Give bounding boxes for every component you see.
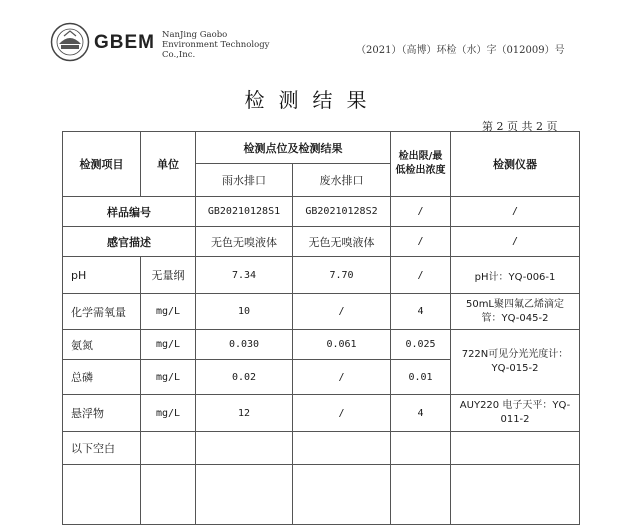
result-point-2: / bbox=[293, 360, 391, 395]
company-line: Co.,Inc. bbox=[162, 50, 196, 60]
empty-cell bbox=[141, 465, 196, 525]
sample-id-limit: / bbox=[391, 197, 451, 227]
header-point-1: 雨水排口 bbox=[196, 164, 293, 197]
instrument: 50mL聚四氟乙烯滴定管：YQ-045-2 bbox=[451, 294, 580, 330]
item-unit: mg/L bbox=[141, 330, 196, 360]
result-point-2: 0.061 bbox=[293, 330, 391, 360]
result-point-2: / bbox=[293, 294, 391, 330]
header-limit: 检出限/最低检出浓度 bbox=[391, 132, 451, 197]
results-table bbox=[62, 131, 580, 525]
company-seal-logo bbox=[50, 22, 90, 62]
sensory-label: 感官描述 bbox=[63, 227, 196, 257]
result-point-1: 0.030 bbox=[196, 330, 293, 360]
header-item: 检测项目 bbox=[63, 132, 141, 197]
document-number: （2021）（高博）环检（水）字（012009）号 bbox=[356, 45, 565, 56]
sample-id-point-1: GB20210128S1 bbox=[196, 197, 293, 227]
empty-cell bbox=[196, 465, 293, 525]
sample-id-instrument: / bbox=[451, 197, 580, 227]
header-points-group: 检测点位及检测结果 bbox=[196, 132, 391, 164]
result-point-2: / bbox=[293, 395, 391, 432]
table-row bbox=[63, 432, 580, 465]
instrument: AUY220 电子天平：YQ-011-2 bbox=[451, 395, 580, 432]
item-unit: 无量纲 bbox=[141, 257, 196, 294]
detection-limit: 0.025 bbox=[391, 330, 451, 360]
table-row bbox=[63, 227, 580, 257]
empty-cell bbox=[293, 432, 391, 465]
detection-limit: 4 bbox=[391, 294, 451, 330]
instrument: pH计：YQ-006-1 bbox=[451, 257, 580, 294]
instrument: 722N可见分光光度计：YQ-015-2 bbox=[451, 330, 580, 395]
empty-cell bbox=[391, 432, 451, 465]
result-point-2: 7.70 bbox=[293, 257, 391, 294]
company-line: NanJing Gaobo bbox=[162, 30, 228, 40]
sensory-instrument: / bbox=[451, 227, 580, 257]
item-name: 总磷 bbox=[63, 360, 141, 395]
result-point-1: 0.02 bbox=[196, 360, 293, 395]
item-unit: mg/L bbox=[141, 395, 196, 432]
page-number: 第 2 页 共 2 页 bbox=[482, 120, 558, 133]
table-row bbox=[63, 330, 580, 360]
item-name: 化学需氧量 bbox=[63, 294, 141, 330]
sample-id-label: 样品编号 bbox=[63, 197, 196, 227]
empty-cell bbox=[451, 465, 580, 525]
header-unit: 单位 bbox=[141, 132, 196, 197]
result-point-1: 12 bbox=[196, 395, 293, 432]
empty-cell bbox=[391, 465, 451, 525]
item-unit: mg/L bbox=[141, 294, 196, 330]
empty-cell bbox=[141, 432, 196, 465]
detection-limit: / bbox=[391, 257, 451, 294]
table-row bbox=[63, 197, 580, 227]
item-unit: mg/L bbox=[141, 360, 196, 395]
table-row bbox=[63, 294, 580, 330]
brand-name: GBEM bbox=[94, 32, 155, 53]
empty-cell bbox=[293, 465, 391, 525]
header-instrument: 检测仪器 bbox=[451, 132, 580, 197]
table-header-row bbox=[63, 132, 580, 164]
company-line: Environment Technology bbox=[162, 40, 270, 50]
item-name: 氨氮 bbox=[63, 330, 141, 360]
table-row bbox=[63, 257, 580, 294]
company-name bbox=[162, 30, 269, 60]
sample-id-point-2: GB20210128S2 bbox=[293, 197, 391, 227]
sensory-limit: / bbox=[391, 227, 451, 257]
empty-cell bbox=[196, 432, 293, 465]
result-point-1: 7.34 bbox=[196, 257, 293, 294]
item-name: pH bbox=[63, 257, 141, 294]
table-row-empty bbox=[63, 465, 580, 525]
empty-cell bbox=[63, 465, 141, 525]
blank-below-label: 以下空白 bbox=[63, 432, 141, 465]
sensory-point-2: 无色无嗅液体 bbox=[293, 227, 391, 257]
empty-cell bbox=[451, 432, 580, 465]
sensory-point-1: 无色无嗅液体 bbox=[196, 227, 293, 257]
item-name: 悬浮物 bbox=[63, 395, 141, 432]
detection-limit: 4 bbox=[391, 395, 451, 432]
detection-limit: 0.01 bbox=[391, 360, 451, 395]
page-title: 检测结果 bbox=[244, 88, 381, 112]
table-row bbox=[63, 395, 580, 432]
result-point-1: 10 bbox=[196, 294, 293, 330]
header-point-2: 废水排口 bbox=[293, 164, 391, 197]
